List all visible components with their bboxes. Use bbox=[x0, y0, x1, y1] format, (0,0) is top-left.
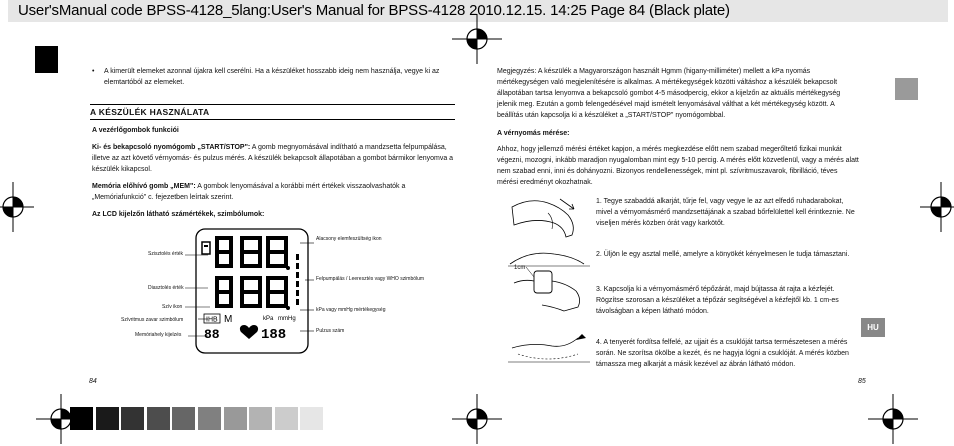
bullet-battery: • A kimerült elemeket azonnal újakra kell cserélni. Ha a készüléket hosszabb ideig nem használja, vegye ki az elemtartóból az elemeket. bbox=[92, 66, 457, 88]
color-swatch bbox=[70, 407, 93, 430]
color-swatch bbox=[96, 407, 119, 430]
right-thumb-tab bbox=[895, 78, 918, 100]
svg-text:88: 88 bbox=[204, 327, 220, 342]
color-swatch bbox=[275, 407, 298, 430]
registration-mark-left bbox=[0, 180, 36, 234]
label-irregular: Szívritmus zavar szimbólum bbox=[121, 317, 184, 323]
page-number-right: 85 bbox=[858, 378, 866, 385]
label-units: kPa vagy mmHg mértékegység bbox=[316, 307, 386, 313]
mem-text: A gombok lenyomásával a korábbi mért értékek visszaolvashatók a „Memóriafunkció" c. fejezetben leírtak szerint. bbox=[92, 183, 406, 201]
step-1: 1. Tegye szabaddá alkarját, tűrje fel, vagy vegye le az azt elfedő ruhadarabokat, mivel a vérnyomásmérő mandzsettájának a szabad bőrfelülettel kell érintkeznie. Ne viseljen mérés közben órát vagy karkötőt. bbox=[596, 198, 855, 227]
color-swatch bbox=[121, 407, 144, 430]
label-memory: Memóriahely kijelzés bbox=[135, 332, 182, 338]
ihb-text: IHB bbox=[206, 316, 218, 324]
color-swatch bbox=[198, 407, 221, 430]
section-rule-top bbox=[90, 104, 455, 105]
registration-mark-right bbox=[918, 180, 954, 234]
label-diastolic: Diasztolés érték bbox=[148, 285, 184, 291]
measure-heading: A vérnyomás mérése: bbox=[497, 130, 570, 137]
registration-mark-top bbox=[450, 12, 504, 66]
color-swatch bbox=[300, 407, 323, 430]
language-tab-hu: HU bbox=[861, 318, 885, 337]
label-battery: Alacsony elemfeszültség ikon bbox=[316, 236, 382, 242]
label-1cm: 1cm bbox=[514, 265, 526, 271]
step-2: 2. Üljön le egy asztal mellé, amelyre a könyökét kényelmesen le tudja támasztani. bbox=[596, 251, 850, 258]
step-3: 3. Kapcsolja ki a vérnyomásmérő tépőzárát, majd bújtassa át rajta a kézfejét. Rögzítse szorosan a készüléket a tépőzár segítségével a kézfejtől kb. 1 cm-es távolságban a képen látható módon. bbox=[596, 286, 839, 315]
svg-text:188: 188 bbox=[261, 327, 287, 343]
start-stop-paragraph bbox=[92, 142, 457, 175]
unit-kpa: kPa bbox=[263, 316, 274, 322]
color-swatch bbox=[172, 407, 195, 430]
svg-text:M: M bbox=[224, 314, 233, 325]
lcd-heading: Az LCD kijelzőn látható számértékek, szimbólumok: bbox=[92, 211, 265, 218]
illustration-forearm bbox=[508, 193, 590, 243]
start-stop-text: A gomb megnyomásával indítható a mandzsetta felpumpálása, illetve az azt követő vérnyomás- és pulzus mérés. A készülék bekapcsolt állapotában a gombot bármikor lenyomva a készülék kikapcsol. bbox=[92, 144, 454, 173]
illustration-wrist-cuff bbox=[508, 263, 590, 318]
left-thumb-tab bbox=[35, 46, 58, 73]
controls-heading: A vezérlőgombok funkciói bbox=[92, 127, 179, 134]
color-swatch bbox=[224, 407, 247, 430]
section-title: A KÉSZÜLÉK HASZNÁLATA bbox=[90, 107, 210, 117]
bullet-text: A kimerült elemeket azonnal újakra kell cserélni. Ha a készüléket hosszabb ideig nem használja, vegye ki az elemtartóból az elemeket. bbox=[104, 68, 440, 86]
measure-paragraph: Ahhoz, hogy jellemző mérési értéket kapjon, a mérés megkezdése előtt nem szabad megerőltető fizikai munkát végezni, mozogni, inkább maradjon nyugalomban mint egy 5-10 percig. A mérés előtt közvetlenül, vagy a mérés alatt nem szabad enni, inni és dohányozni. Bizonyos rendellenességek, mint pl. szívritmuszavarok, fibrilláció, téves mérési eredményt okozhatnak. bbox=[497, 146, 859, 186]
note-paragraph: Megjegyzés: A készülék a Magyarországon használt Hgmm (higany-milliméter) mellett a kPa nyomás mértékegységen való megjelenítésére is alkalmas. A mértékegységek közötti váltáshoz a készülék bekapcsolt állapotában tartsa lenyomva a bekapcsoló gombot 4-5 másodpercig, ekkor a kijelzőn az aktuális mértékegység jelenik meg. Ezután a gomb felengedésével majd ismételt lenyomásával válthat a két mértékegység között. A beállítás után kapcsolja ki a készüléket a „START/STOP" nyomógombbal. bbox=[497, 68, 841, 119]
illustration-table-position bbox=[508, 328, 590, 373]
mem-label: Memória előhívó gomb „MEM": bbox=[92, 183, 196, 190]
start-stop-label: Ki- és bekapcsoló nyomógomb „START/STOP": bbox=[92, 144, 251, 151]
label-systolic: Szisztolés érték bbox=[148, 251, 184, 257]
color-swatch bbox=[249, 407, 272, 430]
label-who: Felpumpálás / Leeresztés vagy WHO szimbólum bbox=[316, 276, 425, 282]
registration-mark-bottom-center bbox=[450, 392, 504, 446]
label-heart-icon: Szív ikon bbox=[162, 304, 183, 310]
unit-mmhg: mmHg bbox=[278, 316, 296, 322]
section-rule-bottom bbox=[90, 119, 455, 120]
registration-mark-bottom-right bbox=[866, 392, 920, 446]
label-pulse: Pulzus szám bbox=[316, 328, 345, 334]
page-number-left: 84 bbox=[89, 378, 97, 385]
color-swatch bbox=[147, 407, 170, 430]
step-4: 4. A tenyerét fordítsa felfelé, az ujjait és a csuklóját tartsa természetesen a mérés során. Ne szorítsa ökölbe a kezét, és ne hagyja lógni a csuklóját. A mérés közben támassza meg alkarját a másik kezével az ábrán látható módon. bbox=[596, 339, 849, 368]
print-header-text: User'sManual code BPSS-4128_5lang:User's Manual for BPSS-4128 2010.12.15. 14:25 Page 84 (Black plate) bbox=[18, 2, 730, 19]
mem-paragraph bbox=[92, 181, 457, 203]
